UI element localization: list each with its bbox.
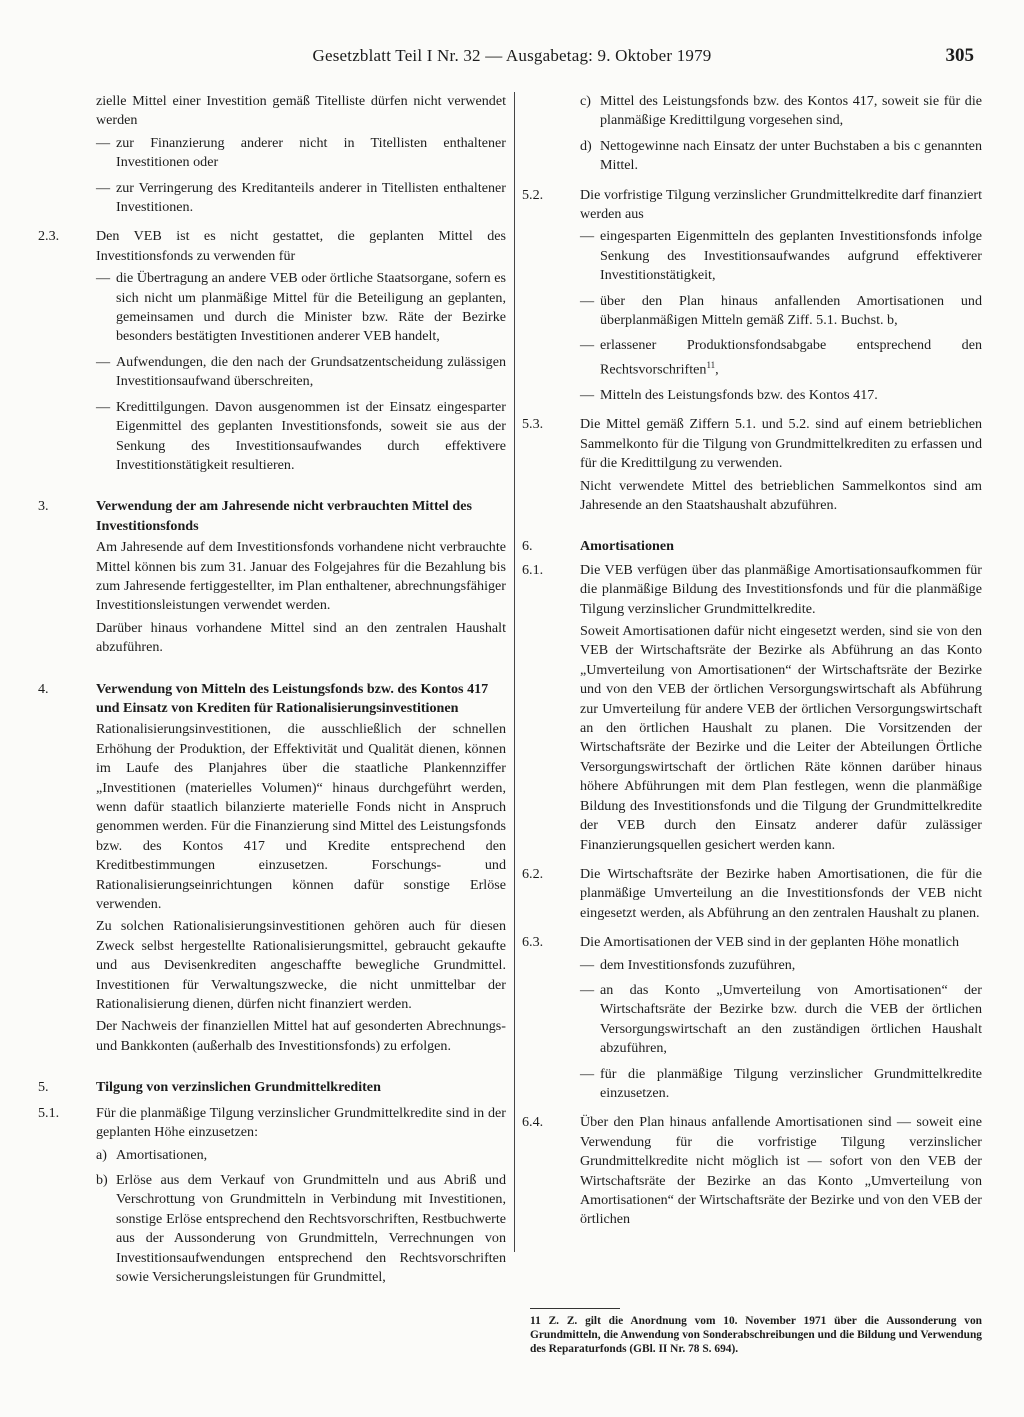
list-item [580, 336, 982, 380]
list-item-text: Aufwendungen, die den nach der Grundsatzentscheidung zulässigen Investitionsaufwand überschreiten, [116, 353, 506, 390]
list-item [96, 269, 506, 347]
continued-text [38, 92, 506, 217]
list-item-text: Erlöse aus dem Verkauf von Grundmitteln und aus Abriß und Verschrottung von Grundmitteln in Verbindung mit Investitionen, sonstige Erlöse entsprechend den Rechtsvorschriften, Restbuchwerte aus der Aussonderung von Grundmitteln, Verrechnungen von Investitionsaufwendungen entsprechend den Rechtsvorschriften sowie Versicherungsleistungen für Grundmittel, [116, 1171, 506, 1285]
paragraph: Die vorfristige Tilgung verzinslicher Grundmittelkredite darf finanziert werden aus [580, 186, 982, 223]
dash-marker: — [96, 398, 111, 415]
right-column [522, 92, 982, 1240]
section-6-4 [522, 1113, 982, 1229]
section-number: 5.3. [522, 416, 544, 433]
section-6-2 [522, 865, 982, 923]
paragraph: Die Amortisationen der VEB sind in der geplanten Höhe monatlich [580, 934, 960, 951]
list-item [96, 353, 506, 392]
paragraph: zielle Mittel einer Investition gemäß Titelliste dürfen nicht verwendet werden [96, 93, 506, 129]
section-title: Tilgung von verzinslichen Grundmittelkrediten [96, 1079, 381, 1096]
paragraph: Die Wirtschaftsräte der Bezirke haben Amortisationen, die für die planmäßige Umverteilung an die Investitionsfonds der VEB nicht eingesetzt werden, als Abführung an den zentralen Haushalt zu planen. [580, 865, 982, 921]
dash-marker: — [580, 1065, 595, 1082]
section-6-1 [522, 561, 982, 855]
item-letter: c) [580, 93, 591, 109]
section-5-1-continued [522, 92, 982, 176]
list-item-text: Mitteln des Leistungsfonds bzw. des Kontos 417. [600, 386, 878, 403]
paragraph: Am Jahresende auf dem Investitionsfonds vorhandene nicht verbrauchte Mittel können bis zum 31. Januar des Folgejahres für die Bezahlung bis zum Jahresende fertiggestellter, im Plan enthaltener, abrechnungsfähiger Investitionsleistungen verwendet werden. [96, 539, 506, 614]
paragraph: Soweit Amortisationen dafür nicht eingesetzt werden, sind sie von den VEB der Wirtschaftsräte der Bezirke als Abführung an das Konto „Umverteilung von Amortisationen“ der Wirtschaftsräte der Bezirke und von den VEB der örtlichen Versorgungswirtschaft als Abführung zur Umverteilung für andere VEB der örtlichen Versorgungswirtschaft an den örtlichen Haushalt zu planen. Die Vorsitzenden der Wirtschaftsräte der Bezirke und die Leiter der Abteilungen Örtliche Versorgungswirtschaft der örtlichen Räte können darüber hinaus höhere Abführungen mit dem Plan festlegen, wenn die planmäßige Bildung des Investitionsfonds und die Tilgung der Grundmittelkredite der VEB durch den Einsatz anderer dafür zulässiger Finanzierungsquellen gesichert werden kann. [580, 623, 982, 853]
footnote-divider [530, 1308, 620, 1309]
item-letter: a) [96, 1146, 107, 1163]
dash-marker: — [580, 228, 595, 245]
paragraph: Zu solchen Rationalisierungsinvestitionen gehören auch für diesen Zweck selbst hergestellte Rationalisierungsmittel, gebraucht gekaufte und aus Devisenkrediten angeschaffte bewegliche Grundmittel. Investitionen für Verwaltungszwecke, die nicht unmittelbar der Rationalisierung dienen, dürfen nicht finanziert werden. [96, 918, 506, 1013]
page-number: 305 [945, 45, 974, 66]
section-number: 5. [38, 1079, 49, 1096]
list-item-text: zur Finanzierung anderer nicht in Titellisten enthaltener Investitionen oder [116, 134, 506, 171]
section-number: 6.3. [522, 934, 544, 951]
footnote: 11 Z. Z. gilt die Anordnung vom 10. November 1971 über die Aussonderung von Grundmitteln, die Anwendung von Sonderabschreibungen und die Bildung und Verwendung des Reparaturfonds (GBl. II Nr. 78 S. 694). [530, 1315, 982, 1355]
list-item-text: über den Plan hinaus anfallenden Amortisationen und überplanmäßigen Mitteln gemäß Ziff. 5.1. Buchst. b, [600, 292, 982, 329]
dash-marker: — [96, 270, 111, 287]
list-item [580, 137, 982, 176]
dash-marker: — [96, 179, 111, 196]
section-6-heading [522, 537, 982, 556]
left-column [38, 92, 506, 1297]
footnote-marker: 11 [706, 359, 716, 370]
gazette-title: Gesetzblatt Teil I Nr. 32 — Ausgabetag: 9. Oktober 1979 [312, 46, 712, 65]
item-letter: b) [96, 1171, 108, 1188]
section-number: 2.3. [38, 228, 60, 245]
section-title: Verwendung der am Jahresende nicht verbrauchten Mittel des Investitionsfonds [96, 498, 472, 534]
section-number: 6.4. [522, 1114, 544, 1131]
section-number: 5.1. [38, 1104, 60, 1121]
section-2-3 [38, 227, 506, 475]
list-item-text: dem Investitionsfonds zuzuführen, [600, 956, 796, 973]
list-item [580, 956, 982, 975]
section-6-3 [522, 933, 982, 1103]
list-item-text: eingesparten Eigenmitteln des geplanten Investitionsfonds infolge Senkung des Investitionsaufwandes aufgrund effektiverer Investitionstätigkeit, [600, 228, 982, 284]
section-number: 6.2. [522, 865, 544, 882]
list-item [580, 1065, 982, 1104]
list-item [96, 179, 506, 218]
dash-marker: — [96, 353, 111, 370]
list-item-text: für die planmäßige Tilgung verzinslicher Grundmittelkredite einzusetzen. [600, 1065, 982, 1101]
dash-marker: — [580, 956, 595, 973]
list-item [96, 398, 506, 476]
list-item-text: zur Verringerung des Kreditanteils anderer in Titellisten enthaltener Investitionen. [116, 179, 506, 216]
section-4-body [38, 720, 506, 1056]
list-item-text: Kredittilgungen. Davon ausgenommen ist der Einsatz eingesparter Eigenmittel des geplanten Investitionsfonds, soweit sie aus der Senkung des Investitionsaufwandes durch effektivere Investitionstätigkeit resultieren. [116, 398, 506, 473]
section-5-2 [522, 186, 982, 406]
section-3-body [38, 538, 506, 657]
paragraph: Für die planmäßige Tilgung verzinslicher Grundmittelkredite sind in der geplanten Höhe einzusetzen: [96, 1104, 506, 1141]
list-item [96, 134, 506, 173]
section-3-heading [38, 497, 506, 536]
section-5-heading [38, 1078, 506, 1097]
list-item [580, 386, 982, 405]
section-number: 4. [38, 680, 49, 697]
section-number: 5.2. [522, 186, 544, 203]
list-item [580, 292, 982, 331]
list-item-text: an das Konto „Umverteilung von Amortisationen“ der Wirtschaftsräte der Bezirke bzw. durch die VEB der örtlichen Versorgungswirtschaft an den zuständigen örtlichen Haushalt abzuführen, [600, 981, 982, 1057]
section-5-1 [38, 1104, 506, 1288]
dash-marker: — [580, 386, 595, 403]
dash-marker: — [580, 337, 595, 354]
page-header [0, 42, 1024, 72]
list-item-text: die Übertragung an andere VEB oder örtliche Staatsorgane, sofern es sich nicht um planmäßige Mittel für die Beteiligung an geplanten, gemeinsamen und durch die Minister bzw. Räte der Bezirke besonders bestätigten Investitionen anderer VEB handelt, [116, 270, 506, 345]
dash-marker: — [96, 134, 111, 151]
section-title: Amortisationen [580, 538, 674, 555]
list-item-text: Amortisationen, [116, 1146, 208, 1163]
paragraph: Rationalisierungsinvestitionen, die ausschließlich der schnellen Erhöhung der Produktion, der Effektivität und Qualität dienen, können im Laufe des Planjahres über die staatliche Plankennziffer „Investitionen (materielles Volumen)“ hinaus durchgeführt werden, wenn dafür staatlich bilanzierte materielle Fonds nicht in Anspruch genommen werden. Für die Finanzierung sind Mittel des Leistungsfonds bzw. des Kontos 417 und Kredite entsprechend den Kreditbestimmungen einzusetzen. Forschungs- und Rationalisierungseinrichtungen können dafür sonstige Erlöse verwenden. [96, 721, 506, 913]
list-item [580, 92, 982, 131]
list-item-text: Mittel des Leistungsfonds bzw. des Kontos 417, soweit sie für die planmäßige Kredittilgung vorgesehen sind, [600, 93, 982, 129]
list-item-text: erlassener Produktionsfondsabgabe entsprechend den Rechtsvorschriften [600, 337, 982, 378]
paragraph: Die VEB verfügen über das planmäßige Amortisationsaufkommen für die planmäßige Bildung des Investitionsfonds und für die planmäßige Tilgung verzinslicher Grundmittelkredite. [580, 561, 982, 617]
paragraph: Nicht verwendete Mittel des betrieblichen Sammelkontos sind am Jahresende an den Staatshaushalt abzuführen. [580, 477, 982, 513]
dash-marker: — [580, 981, 595, 998]
paragraph: Die Mittel gemäß Ziffern 5.1. und 5.2. sind auf einem betrieblichen Sammelkonto für die Tilgung von Grundmittelkrediten zu erfassen und für die Kredittilgung zu verwenden. [580, 416, 982, 472]
dash-marker: — [580, 292, 595, 309]
paragraph: Den VEB ist es nicht gestattet, die geplanten Mittel des Investitionsfonds zu verwenden für [96, 228, 506, 264]
paragraph: Über den Plan hinaus anfallende Amortisationen sind — soweit eine Verwendung für die vorfristige Tilgung verzinslicher Grundmittelkredite nicht möglich ist — sofort von den VEB der Wirtschaftsräte der Bezirke an das Konto „Umverteilung von Amortisationen“ der Wirtschaftsräte der Bezirke und von den VEB der örtlichen [580, 1114, 982, 1228]
list-item [580, 981, 982, 1059]
list-item [96, 1171, 506, 1287]
section-title: Verwendung von Mitteln des Leistungsfonds bzw. des Kontos 417 und Einsatz von Krediten für Rationalisierungsinvestitionen [96, 680, 489, 716]
section-4-heading [38, 680, 506, 719]
paragraph: Darüber hinaus vorhandene Mittel sind an den zentralen Haushalt abzuführen. [96, 619, 506, 656]
item-letter: d) [580, 137, 592, 154]
paragraph: Der Nachweis der finanziellen Mittel hat auf gesonderten Abrechnungs- und Bankkonten (außerhalb des Investitionsfonds) zu erfolgen. [96, 1018, 506, 1054]
section-number: 6. [522, 538, 533, 555]
section-number: 6.1. [522, 561, 544, 578]
list-item-text: Nettogewinne nach Einsatz der unter Buchstaben a bis c genannten Mittel. [600, 137, 982, 174]
list-item [96, 1146, 506, 1165]
list-item [580, 227, 982, 285]
list-item-text: , [715, 361, 719, 378]
column-divider [514, 92, 515, 1252]
section-5-3 [522, 415, 982, 515]
section-number: 3. [38, 498, 49, 515]
